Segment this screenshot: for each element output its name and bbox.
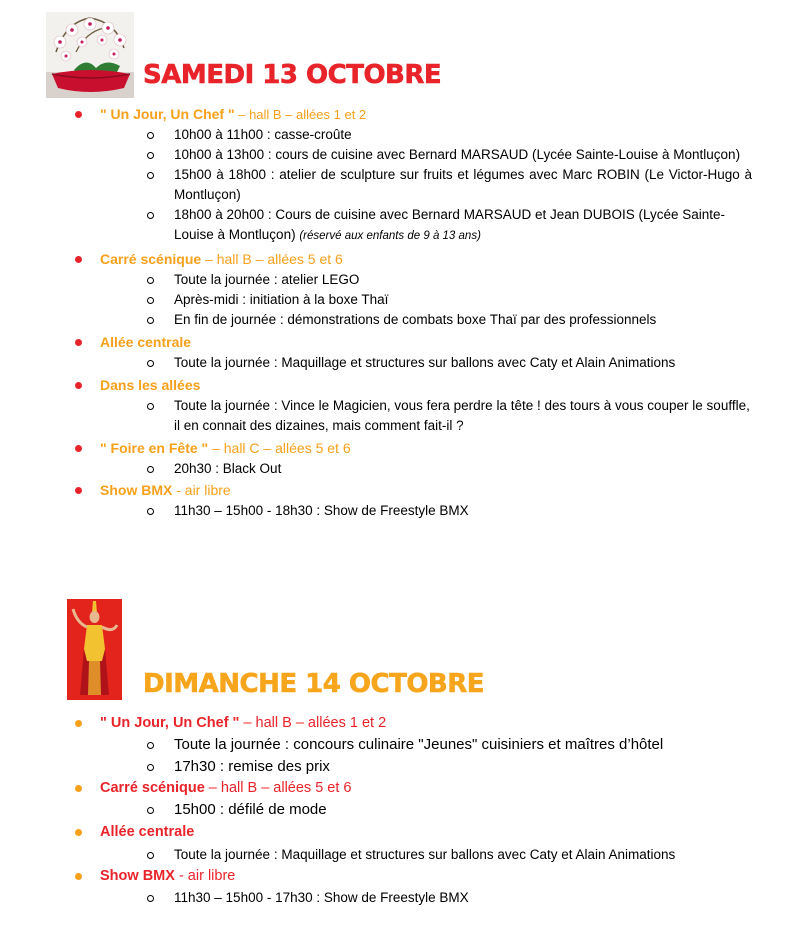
list-item: Toute la journée : Vince le Magicien, vous fera perdre la tête ! des tours à vous couper le souffle, il en connait des dizaines, mais comment fait-il ?: [0, 396, 800, 436]
circle-bullet-icon: [147, 742, 154, 749]
circle-bullet-icon: [147, 152, 154, 159]
circle-bullet-icon: [147, 508, 154, 515]
bullet-icon: [75, 256, 82, 263]
section-location: – hall B – allées 1 et 2: [239, 715, 387, 731]
list-item: Toute la journée : concours culinaire "Jeunes" cuisiniers et maîtres d’hôtel: [0, 734, 800, 756]
circle-bullet-icon: [147, 852, 154, 859]
section-title: " Foire en Fête ": [100, 440, 209, 456]
section-allee-centrale: [0, 332, 800, 373]
circle-bullet-icon: [147, 277, 154, 284]
section-title: Show BMX: [100, 482, 173, 498]
section-show-bmx: [0, 480, 800, 521]
list-item: Après-midi : initiation à la boxe Thaï: [0, 290, 800, 310]
section-title: Show BMX: [100, 868, 175, 884]
circle-bullet-icon: [147, 466, 154, 473]
list-item: 15h00 à 18h00 : atelier de sculpture sur fruits et légumes avec Marc ROBIN (Le Victor-Hugo à Montluçon): [0, 165, 800, 205]
circle-bullet-icon: [147, 172, 154, 179]
orchid-image-icon: [46, 12, 134, 98]
list-item: 10h00 à 13h00 : cours de cuisine avec Bernard MARSAUD (Lycée Sainte-Louise à Montluçon): [0, 145, 800, 165]
list-item: 11h30 – 15h00 - 17h30 : Show de Freestyle BMX: [0, 888, 800, 908]
circle-bullet-icon: [147, 807, 154, 814]
section-location: - air libre: [172, 482, 231, 498]
list-item: 15h00 : défilé de mode: [0, 799, 800, 821]
section-location: – hall C – allées 5 et 6: [208, 440, 351, 456]
list-item: 11h30 – 15h00 - 18h30 : Show de Freestyle BMX: [0, 501, 800, 521]
circle-bullet-icon: [147, 317, 154, 324]
bullet-icon: [75, 720, 82, 727]
bullet-icon: [75, 785, 82, 792]
thai-dancer-image-icon: [67, 599, 122, 700]
circle-bullet-icon: [147, 132, 154, 139]
circle-bullet-icon: [147, 297, 154, 304]
item-note: (réservé aux enfants de 9 à 13 ans): [299, 230, 481, 242]
day-heading-saturday: SAMEDI 13 OCTOBRE: [143, 60, 442, 90]
day-heading-sunday: DIMANCHE 14 OCTOBRE: [143, 669, 485, 699]
bullet-icon: [75, 829, 82, 836]
circle-bullet-icon: [147, 895, 154, 902]
list-item: Toute la journée : Maquillage et structures sur ballons avec Caty et Alain Animations: [0, 353, 800, 373]
section-title: " Un Jour, Un Chef ": [100, 106, 235, 122]
section-title: " Un Jour, Un Chef ": [100, 715, 240, 731]
section-title: Carré scénique: [100, 251, 202, 267]
list-item: 17h30 : remise des prix: [0, 756, 800, 778]
day-sunday-sections: [0, 713, 800, 908]
section-title: Carré scénique: [100, 780, 205, 796]
list-item: 20h30 : Black Out: [0, 459, 800, 479]
section-un-jour-un-chef: [0, 713, 800, 778]
list-item: 10h00 à 11h00 : casse-croûte: [0, 125, 800, 145]
day-saturday-sections: [0, 104, 800, 521]
section-location: - air libre: [174, 868, 236, 884]
section-title: Allée centrale: [100, 824, 195, 840]
section-un-jour-un-chef: [0, 104, 800, 246]
bullet-icon: [75, 487, 82, 494]
list-item: Toute la journée : atelier LEGO: [0, 270, 800, 290]
circle-bullet-icon: [147, 212, 154, 219]
list-item: Toute la journée : Maquillage et structures sur ballons avec Caty et Alain Animations: [0, 845, 800, 865]
section-dans-les-allees: [0, 375, 800, 436]
list-item: 18h00 à 20h00 : Cours de cuisine avec Bernard MARSAUD et Jean DUBOIS (Lycée Sainte-Louise à Montluçon) (réservé aux enfants de 9 à 13 ans): [0, 205, 800, 246]
section-location: – hall B – allées 5 et 6: [201, 251, 343, 267]
circle-bullet-icon: [147, 403, 154, 410]
section-foire-en-fete: [0, 438, 800, 479]
list-item: En fin de journée : démonstrations de combats boxe Thaï par des professionnels: [0, 310, 800, 330]
section-carre-scenique: [0, 778, 800, 821]
section-location: – hall B – allées 1 et 2: [234, 107, 367, 122]
section-show-bmx: [0, 866, 800, 908]
section-title: Dans les allées: [100, 377, 201, 393]
circle-bullet-icon: [147, 764, 154, 771]
section-title: Allée centrale: [100, 334, 192, 350]
circle-bullet-icon: [147, 360, 154, 367]
bullet-icon: [75, 445, 82, 452]
section-allee-centrale: [0, 822, 800, 865]
section-carre-scenique: [0, 249, 800, 330]
bullet-icon: [75, 339, 82, 346]
section-location: – hall B – allées 5 et 6: [204, 780, 352, 796]
bullet-icon: [75, 111, 82, 118]
bullet-icon: [75, 873, 82, 880]
bullet-icon: [75, 382, 82, 389]
